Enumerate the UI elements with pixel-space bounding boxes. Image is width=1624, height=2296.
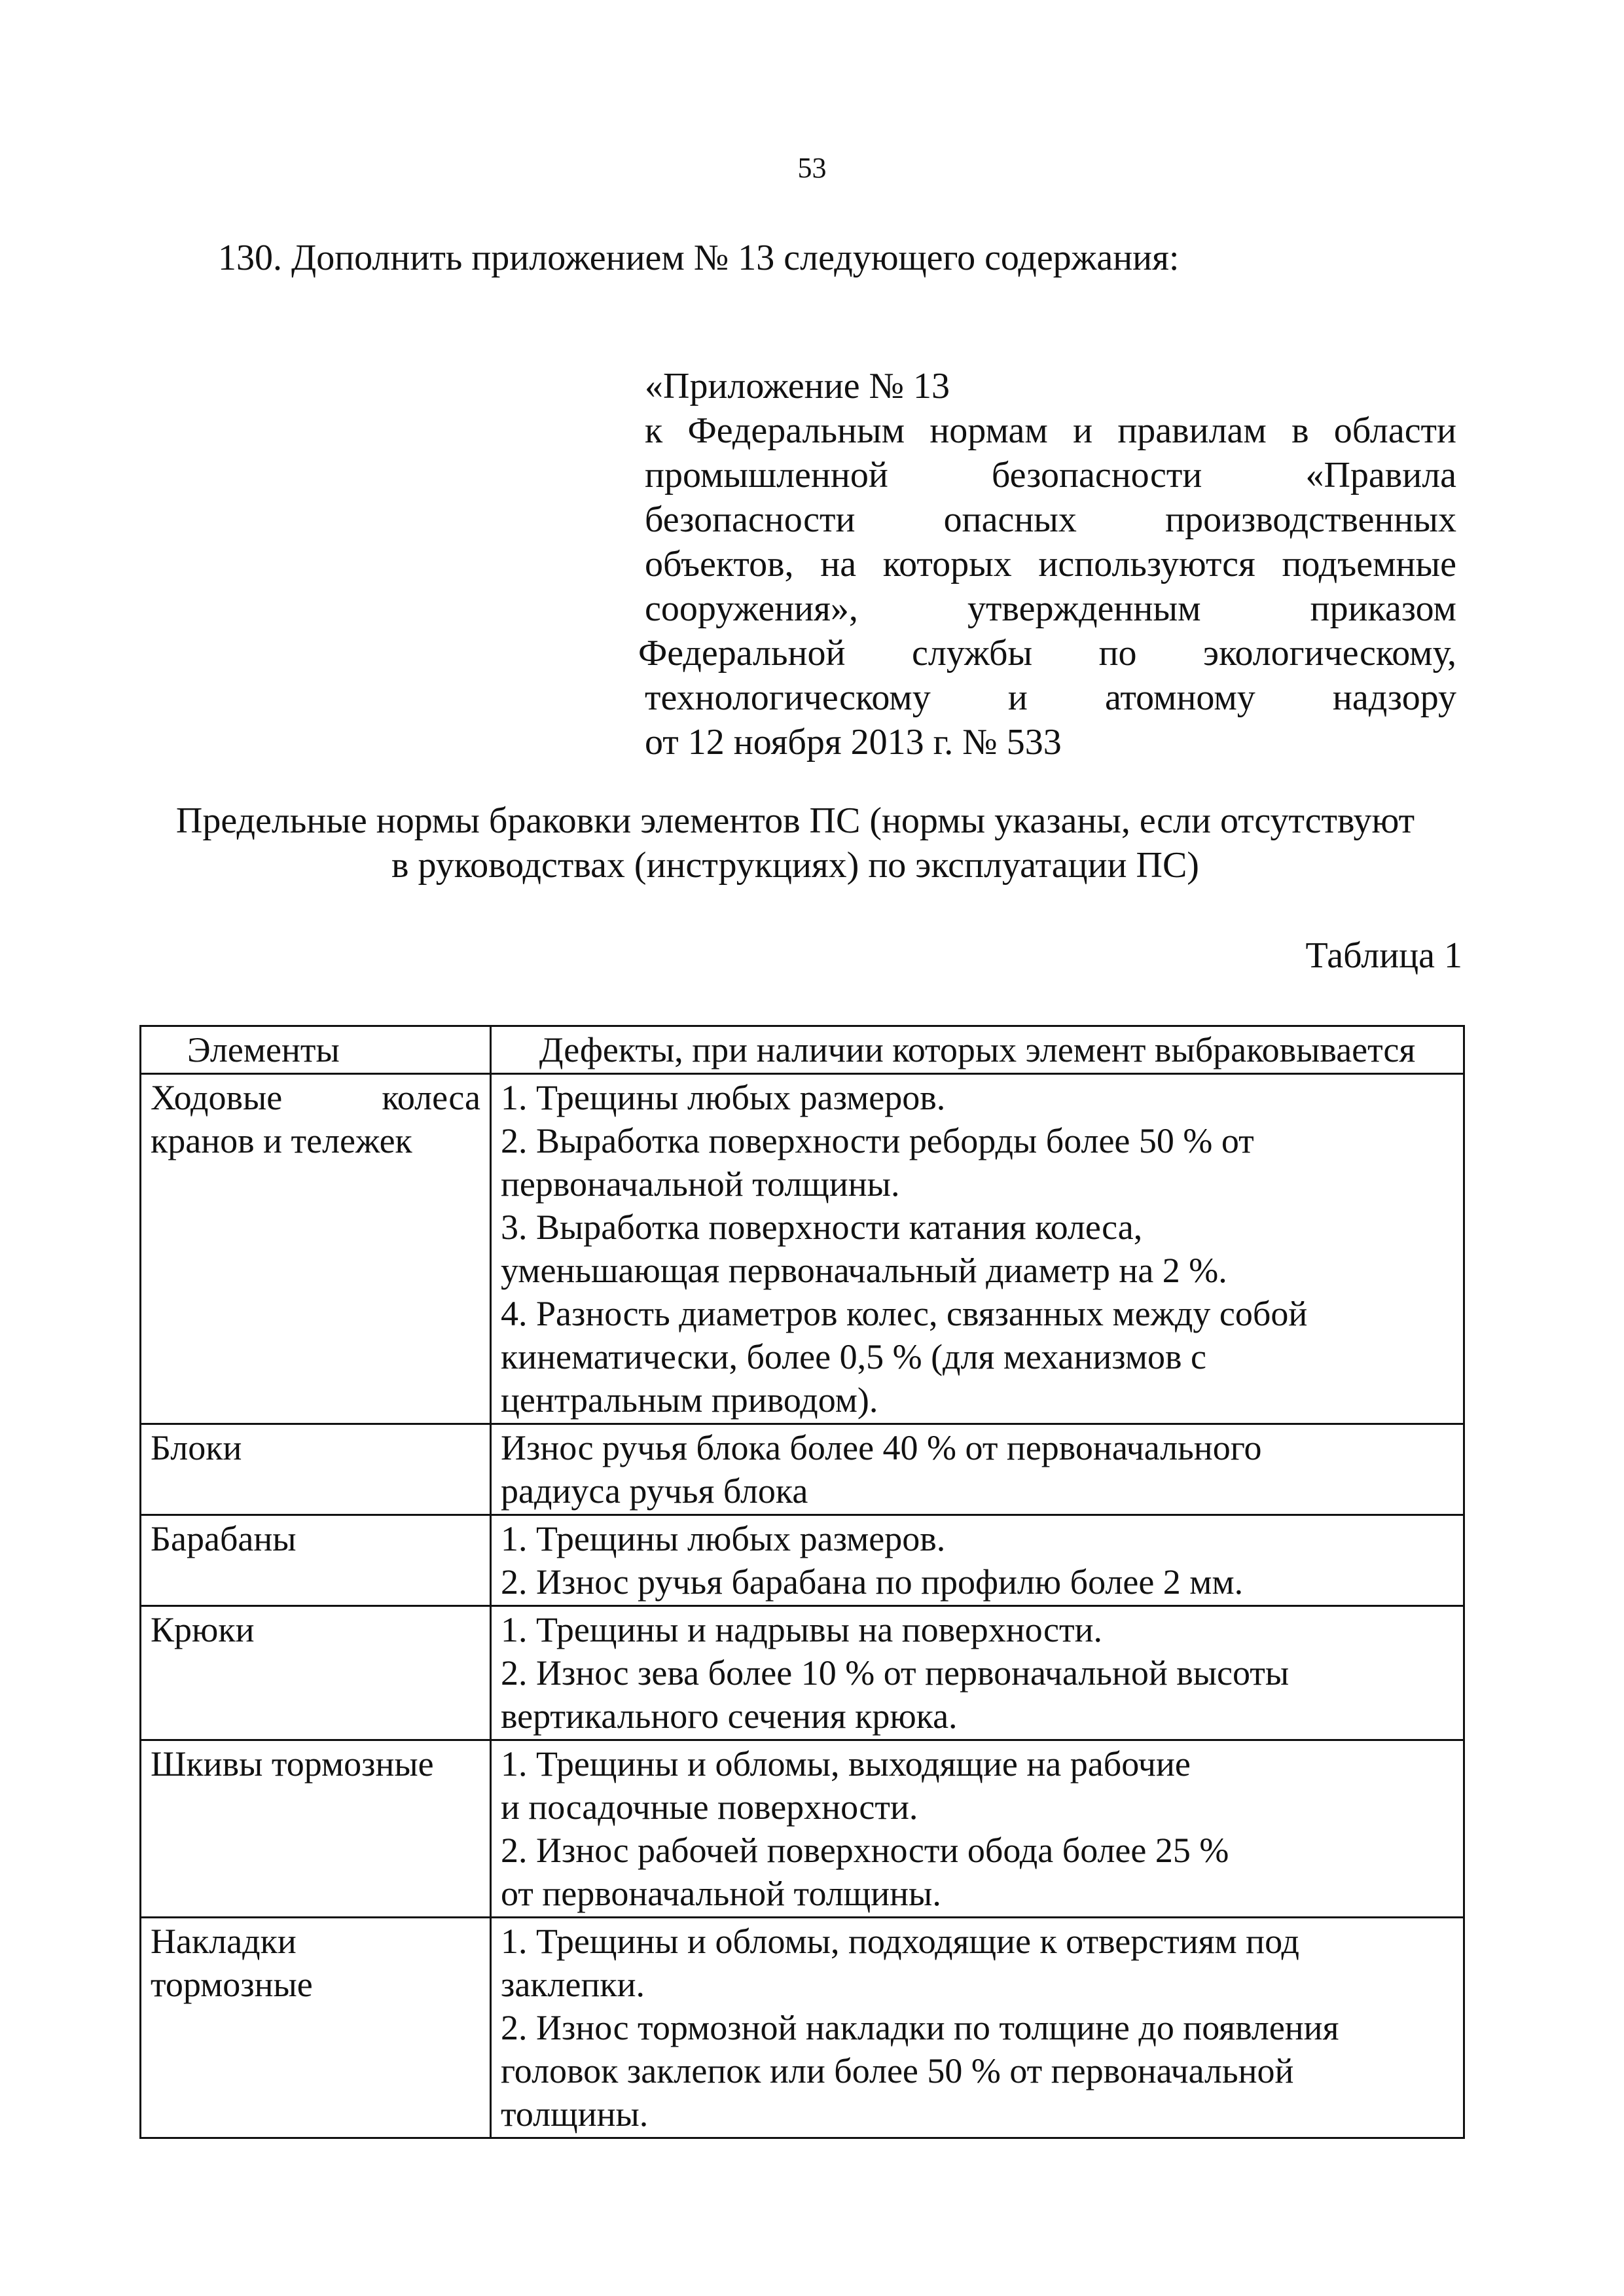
defect-line: от первоначальной толщины. xyxy=(501,1874,941,1913)
heading-line: Предельные нормы браковки элементов ПС (нормы указаны, если отсутствуют xyxy=(175,800,1415,841)
element-cell xyxy=(141,1740,491,1918)
table-label: Таблица 1 xyxy=(1305,935,1462,976)
defect-line: 2. Выработка поверхности реборды более 50 % от xyxy=(501,1121,1254,1160)
appendix-line: объектов, на которых используются подъемные xyxy=(645,544,1456,584)
defects-table xyxy=(139,1025,1465,2139)
table-row xyxy=(141,1424,1464,1515)
defect-cell xyxy=(491,1074,1464,1424)
element-cell xyxy=(141,1515,491,1606)
defect-line: 2. Износ рабочей поверхности обода более 25 % xyxy=(501,1831,1229,1870)
defect-cell xyxy=(491,1740,1464,1918)
table-row xyxy=(141,1606,1464,1740)
table-heading xyxy=(118,798,1473,888)
heading-line: в руководствах (инструкциях) по эксплуатации ПС) xyxy=(391,845,1199,886)
appendix-line: Федеральной службы по экологическому, xyxy=(638,633,1456,673)
defect-line: Износ ручья блока более 40 % от первоначального xyxy=(501,1428,1262,1467)
appendix-reference xyxy=(638,364,1456,764)
defect-line: 2. Износ зева более 10 % от первоначальной высоты xyxy=(501,1653,1290,1693)
defect-line: 4. Разность диаметров колес, связанных между собой xyxy=(501,1294,1308,1333)
defect-line: 1. Трещины и обломы, выходящие на рабочие xyxy=(501,1744,1191,1784)
element-line: Ходовые колеса xyxy=(151,1078,480,1117)
defect-line: заклепки. xyxy=(501,1965,645,2004)
table-row xyxy=(141,1918,1464,2138)
defect-cell xyxy=(491,1515,1464,1606)
defect-line: головок заклепок или более 50 % от первоначальной xyxy=(501,2051,1294,2090)
appendix-line: безопасности опасных производственных xyxy=(645,499,1456,540)
header-defects: Дефекты, при наличии которых элемент выбраковывается xyxy=(491,1026,1464,1074)
appendix-line: технологическому и атомному надзору xyxy=(645,677,1456,718)
defect-line: и посадочные поверхности. xyxy=(501,1787,918,1827)
defect-line: уменьшающая первоначальный диаметр на 2 %. xyxy=(501,1251,1227,1290)
defect-line: 1. Трещины любых размеров. xyxy=(501,1519,946,1558)
table-row xyxy=(141,1515,1464,1606)
defect-line: 1. Трещины и надрывы на поверхности. xyxy=(501,1610,1102,1649)
element-cell xyxy=(141,1918,491,2138)
header-elements: Элементы xyxy=(141,1026,491,1074)
defect-line: 3. Выработка поверхности катания колеса, xyxy=(501,1208,1143,1247)
element-line: кранов и тележек xyxy=(151,1121,412,1160)
defect-cell xyxy=(491,1424,1464,1515)
element-cell xyxy=(141,1424,491,1515)
appendix-line: промышленной безопасности «Правила xyxy=(645,455,1456,495)
defect-line: кинематически, более 0,5 % (для механизмов с xyxy=(501,1337,1206,1376)
element-line: тормозные xyxy=(151,1965,313,2004)
appendix-line: к Федеральным нормам и правилам в области xyxy=(645,410,1456,451)
defect-line: 1. Трещины и обломы, подходящие к отверстиям под xyxy=(501,1922,1299,1961)
appendix-line: «Приложение № 13 xyxy=(645,366,950,406)
element-line: Шкивы тормозные xyxy=(151,1744,434,1784)
appendix-line: сооружения», утвержденным приказом xyxy=(645,588,1456,629)
defect-line: радиуса ручья блока xyxy=(501,1471,808,1511)
defect-line: 1. Трещины любых размеров. xyxy=(501,1078,946,1117)
element-line: Барабаны xyxy=(151,1519,297,1558)
defect-line: первоначальной толщины. xyxy=(501,1164,900,1204)
defect-line: толщины. xyxy=(501,2094,649,2134)
defect-cell xyxy=(491,1918,1464,2138)
appendix-line: от 12 ноября 2013 г. № 533 xyxy=(645,722,1062,762)
table-header-row xyxy=(141,1026,1464,1074)
intro-paragraph: 130. Дополнить приложением № 13 следующего содержания: xyxy=(218,238,1180,278)
table-row xyxy=(141,1740,1464,1918)
table-body xyxy=(141,1074,1464,2138)
page-number: 53 xyxy=(797,152,827,184)
element-cell xyxy=(141,1074,491,1424)
element-line: Крюки xyxy=(151,1610,255,1649)
defect-line: 2. Износ тормозной накладки по толщине до появления xyxy=(501,2008,1339,2047)
element-cell xyxy=(141,1606,491,1740)
table-row xyxy=(141,1074,1464,1424)
defect-cell xyxy=(491,1606,1464,1740)
defect-line: 2. Износ ручья барабана по профилю более 2 мм. xyxy=(501,1562,1244,1602)
element-line: Накладки xyxy=(151,1922,297,1961)
element-line: Блоки xyxy=(151,1428,242,1467)
defect-line: вертикального сечения крюка. xyxy=(501,1696,958,1736)
defect-line: центральным приводом). xyxy=(501,1380,878,1420)
